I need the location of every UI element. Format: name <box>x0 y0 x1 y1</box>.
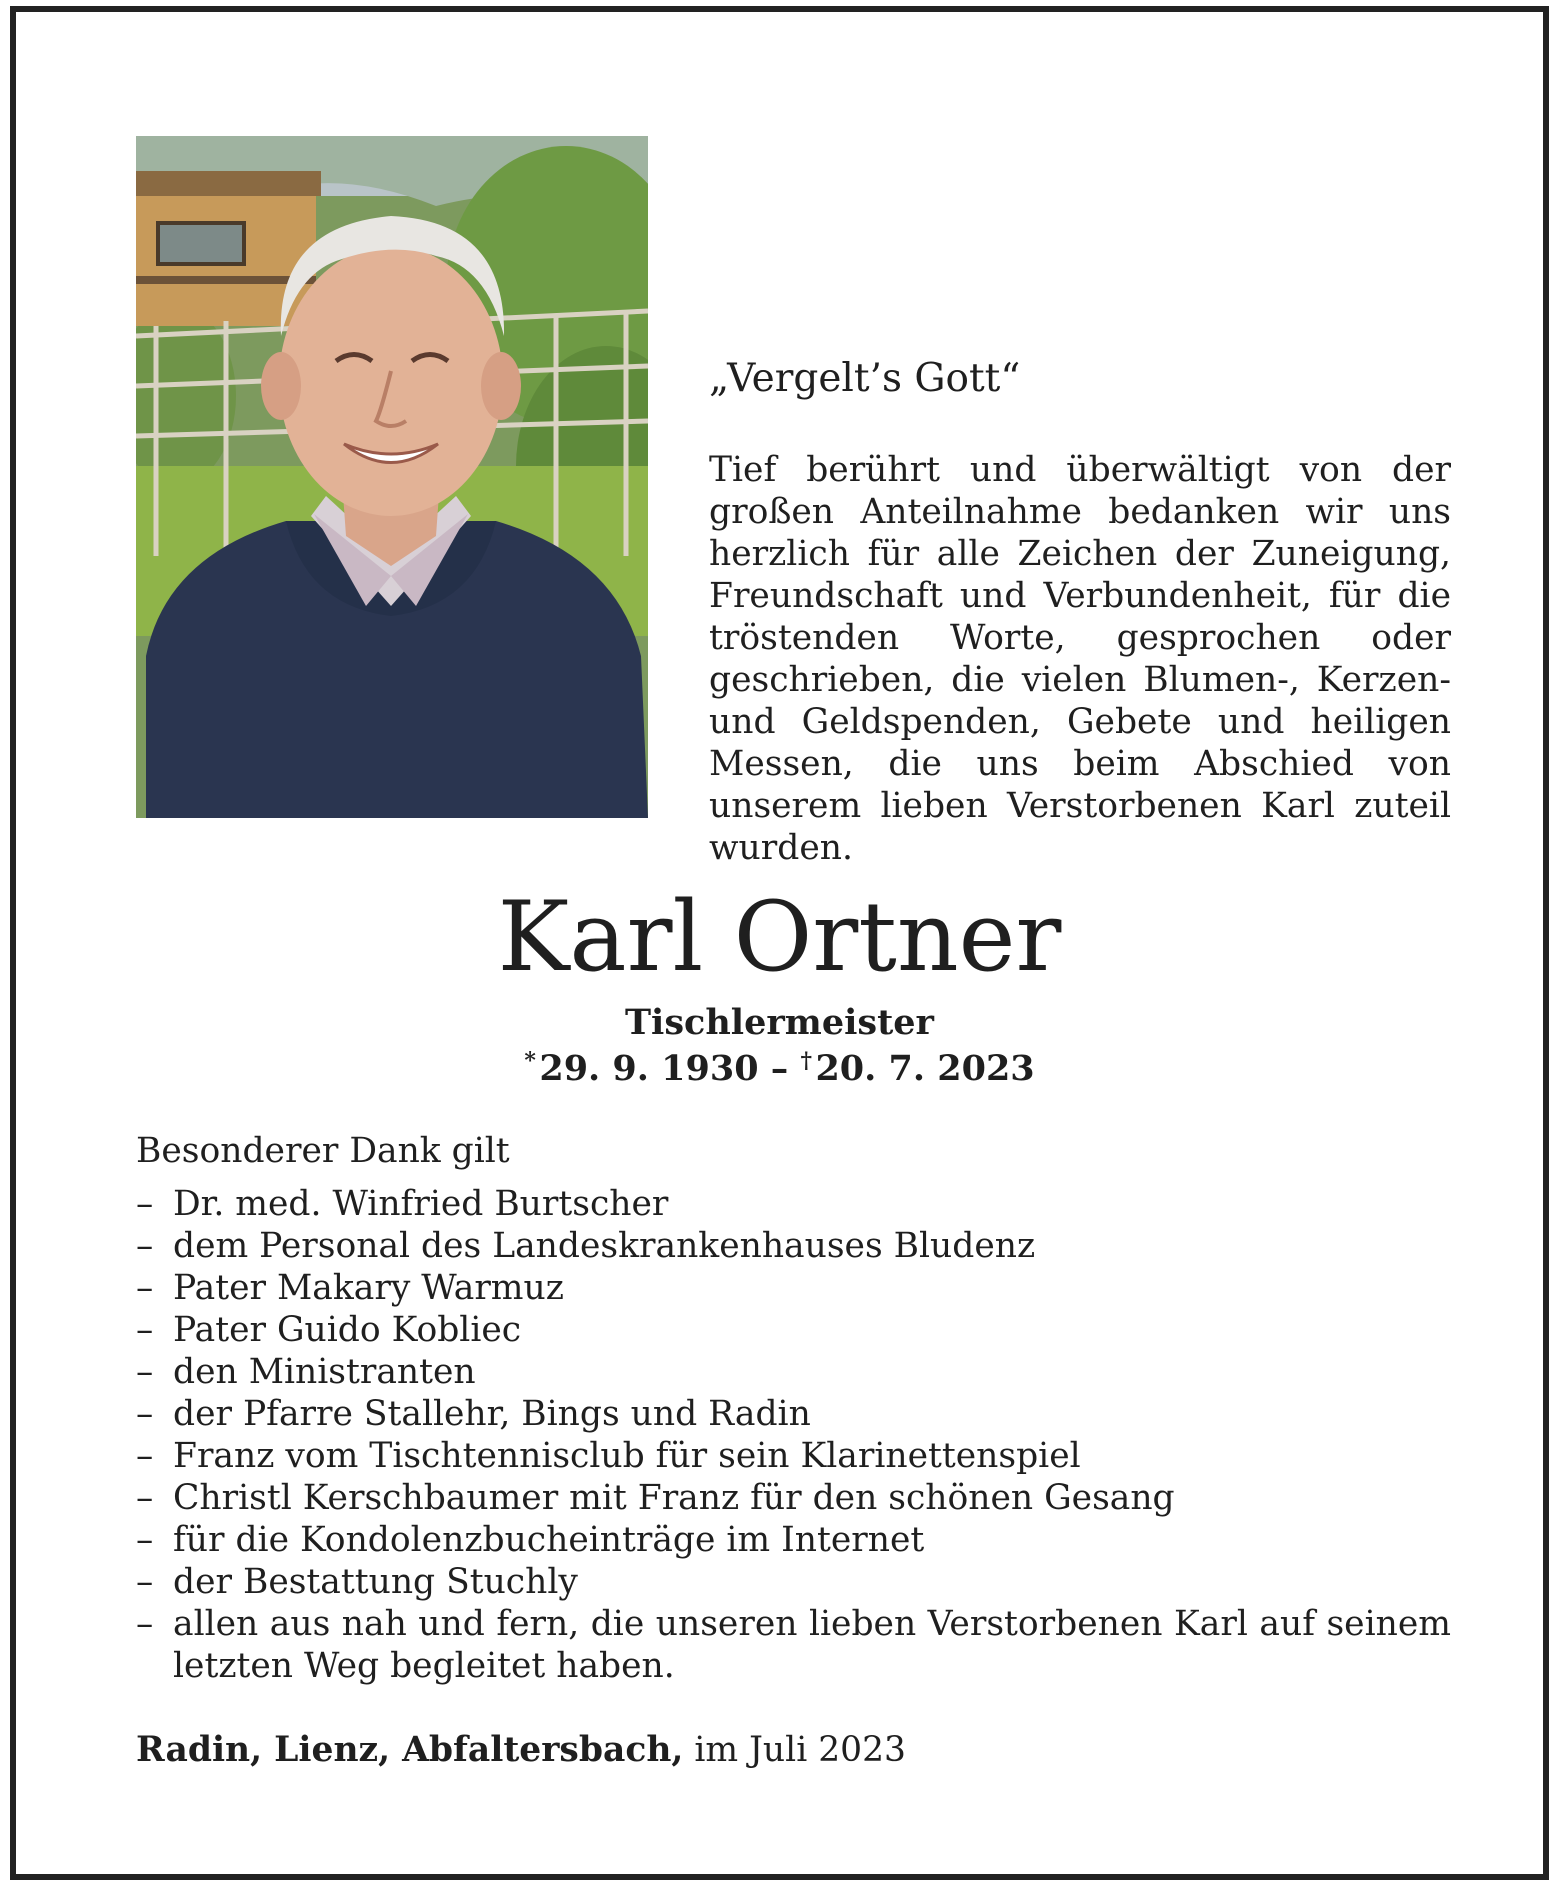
dash-bullet: – <box>136 1562 154 1602</box>
list-item-text: Franz vom Tischtennisclub für sein Klarinettenspiel <box>173 1436 1081 1476</box>
list-item-text: allen aus nah und fern, die unseren lieben Verstorbenen Karl auf seinem letzten Weg begleitet haben. <box>173 1604 1451 1686</box>
list-item <box>136 1267 1451 1309</box>
list-item <box>136 1183 1451 1225</box>
deceased-name: Karl Ortner <box>497 881 1062 993</box>
list-item-text: Christl Kerschbaumer mit Franz für den schönen Gesang <box>173 1478 1175 1518</box>
dash-bullet: – <box>136 1268 154 1308</box>
special-thanks-list <box>136 1183 1451 1687</box>
list-item-text: den Ministranten <box>173 1352 476 1392</box>
thanks-paragraph: Tief berührt und überwältigt von der großen Anteilnahme bedanken wir uns herzlich für alle Zeichen der Zuneigung, Freundschaft und Verbundenheit, für die tröstenden Worte, gesprochen oder geschrieben, die vielen Blumen-, Kerzen- und Geldspenden, Gebete und heiligen Messen, die uns beim Abschied von unserem lieben Verstorbenen Karl zuteil wurden. <box>709 450 1451 868</box>
dash-bullet: – <box>136 1394 154 1434</box>
footer-date: im Juli 2023 <box>694 1730 906 1770</box>
date-separator: – <box>770 1048 789 1089</box>
list-item <box>136 1225 1451 1267</box>
list-item-text: für die Kondolenzbucheinträge im Internet <box>173 1520 925 1560</box>
dash-bullet: – <box>136 1226 154 1266</box>
portrait-photo <box>136 136 648 818</box>
list-item <box>136 1561 1451 1603</box>
dash-bullet: – <box>136 1604 154 1644</box>
death-date: 20. 7. 2023 <box>815 1048 1035 1089</box>
dash-bullet: – <box>136 1478 154 1518</box>
death-symbol: † <box>800 1048 812 1074</box>
life-dates <box>16 1048 1543 1090</box>
list-item-text: dem Personal des Landeskrankenhauses Bludenz <box>173 1226 1036 1266</box>
list-item-text: Dr. med. Winfried Burtscher <box>173 1184 669 1224</box>
birth-date: 29. 9. 1930 <box>539 1048 759 1089</box>
list-item <box>136 1519 1451 1561</box>
dash-bullet: – <box>136 1184 154 1224</box>
list-item-text: Pater Guido Kobliec <box>173 1310 522 1350</box>
list-item <box>136 1477 1451 1519</box>
footer-signature <box>136 1729 906 1771</box>
list-item <box>136 1351 1451 1393</box>
list-item-text: Pater Makary Warmuz <box>173 1268 564 1308</box>
dash-bullet: – <box>136 1520 154 1560</box>
portrait-illustration <box>136 136 648 818</box>
dash-bullet: – <box>136 1352 154 1392</box>
list-item-text: der Pfarre Stallehr, Bings und Radin <box>173 1394 811 1434</box>
special-thanks-intro: Besonderer Dank gilt <box>136 1131 510 1171</box>
list-item <box>136 1435 1451 1477</box>
dash-bullet: – <box>136 1310 154 1350</box>
obituary-card <box>10 6 1549 1880</box>
list-item <box>136 1393 1451 1435</box>
list-item <box>136 1309 1451 1351</box>
quote-title: „Vergelt’s Gott“ <box>709 356 1021 401</box>
profession: Tischlermeister <box>625 1002 934 1043</box>
list-item-text: der Bestattung Stuchly <box>173 1562 578 1602</box>
birth-symbol: * <box>524 1048 536 1074</box>
dash-bullet: – <box>136 1436 154 1476</box>
list-item <box>136 1603 1451 1687</box>
footer-places: Radin, Lienz, Abfaltersbach, <box>136 1730 684 1770</box>
